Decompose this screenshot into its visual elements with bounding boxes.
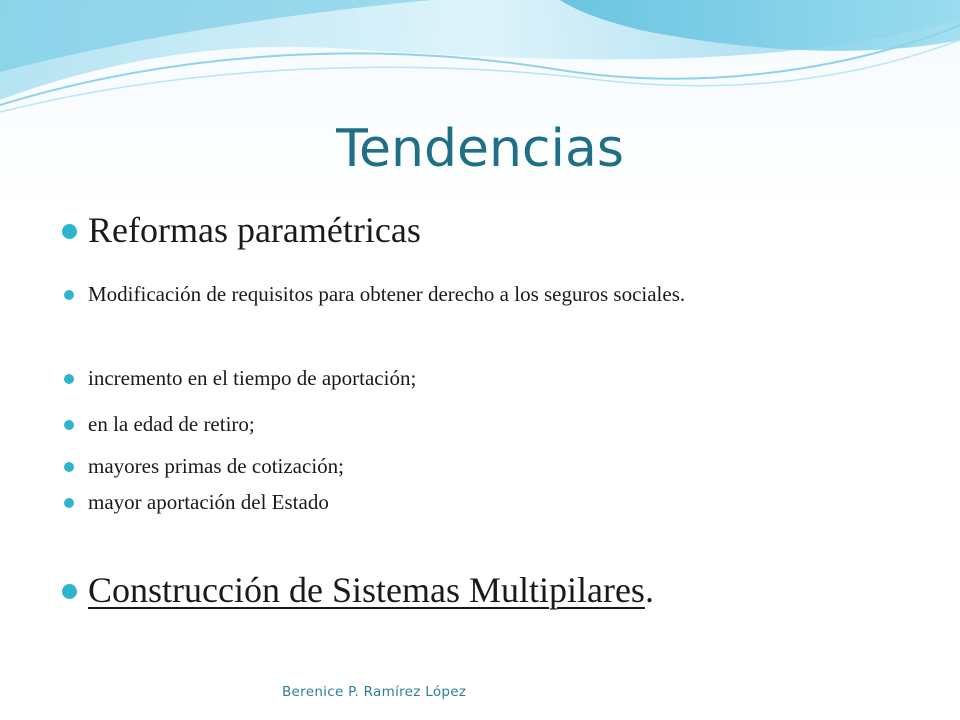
bullet-text-underlined: Construcción de Sistemas Multipilares [88,570,645,610]
bullet-dot-icon [64,374,74,384]
bullet-dot-icon [62,224,77,239]
bullet-text [88,568,654,612]
bullet-text: incremento en el tiempo de aportación; [88,366,417,390]
decorative-wave-header [0,0,960,130]
bullet-dot-icon [62,584,77,599]
bullet-dot-icon [64,290,74,300]
bullet-text: en la edad de retiro; [88,412,255,436]
bullet-text: Modificación de requisitos para obtener derecho a los seguros sociales. [88,282,686,306]
bullet-dot-icon [64,462,74,472]
bullet-dot-icon [64,420,74,430]
bullet-text: mayor aportación del Estado [88,490,329,514]
bullet-text: Reformas paramétricas [88,210,421,250]
slide-title: Tendencias [336,119,624,179]
bullet-dot-icon [64,498,74,508]
slide-footer-author: Berenice P. Ramírez López [282,684,467,700]
bullet-text-suffix: . [644,570,654,610]
bullet-text: mayores primas de cotización; [88,454,344,478]
